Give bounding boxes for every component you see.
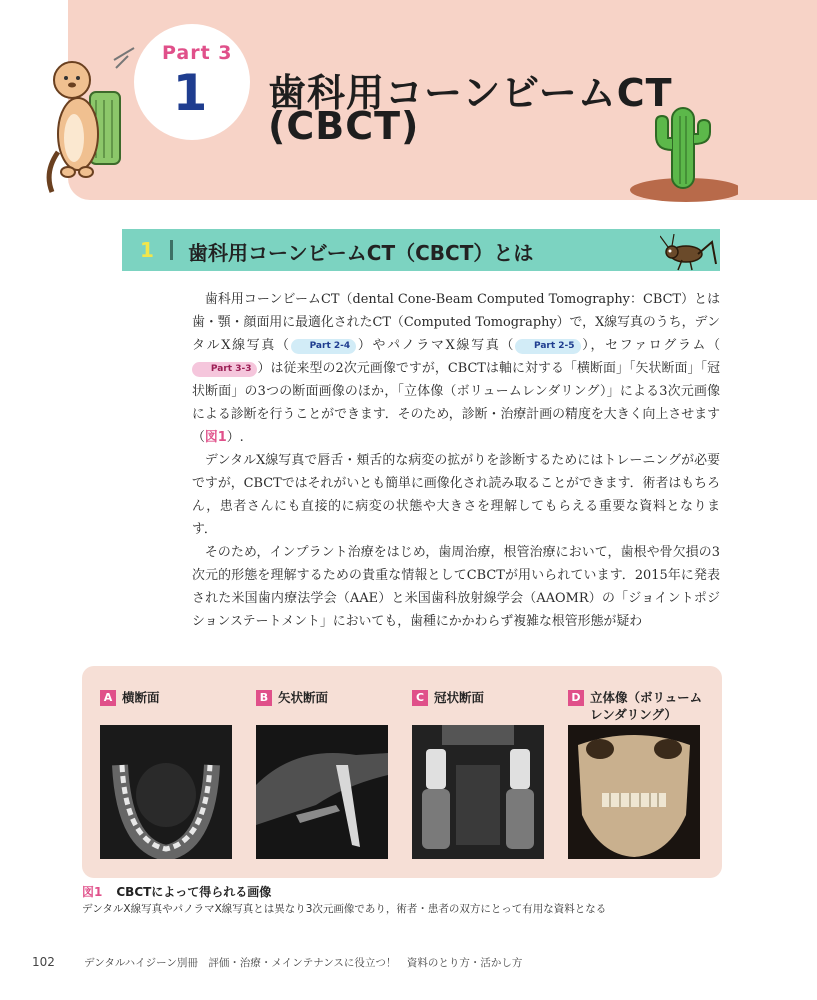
panel-letter: A (100, 690, 116, 706)
body-text (192, 288, 720, 633)
volume-rendering-image (568, 725, 700, 859)
body-text-run: ）は従来型の2次元画像ですが，CBCTは軸に対する「横断面」「矢状断面」「冠状断面」の3つの断面画像のほか，「立体像（ボリュームレンダリング）」による3次元画像による診断を行うことができます．そのため，診断・治療計画の精度を大きく向上させます（ (192, 361, 720, 445)
body-text-run: 歯科用コーンビームCT（dental Cone-Beam Computed Tomography：CBCT）とは歯・顎・顔面用に最適化されたCT（Computed Tomography）で，X線写真のうち，デンタルX線写真（ (192, 292, 721, 353)
body-paragraph-3: そのため，インプラント治療をはじめ，歯周治療，根管治療において，歯根や骨欠損の3次元的形態を理解するための貴重な情報としてCBCTが用いられています．2015年に発表された米国歯内療法学会（AAE）と米国歯科放射線学会（AAOMR）の「ジョイントポジションステートメント」においても，歯種にかかわらず複雑な根管形態が疑わ (192, 545, 720, 629)
panel-title: 冠状断面 (434, 690, 485, 705)
body-paragraph-1 (192, 288, 720, 449)
body-paragraph-2: デンタルX線写真で唇舌・頬舌的な病変の拡がりを診断するためにはトレーニングが必要ですが，CBCTではそれがいとも簡単に画像化され読み取ることができます．術者はもちろん，患者さんにも直接的に病変の状態や大きさを理解してもらえる重要な資料となります． (192, 453, 720, 537)
panel-letter: C (412, 690, 428, 706)
chapter-title-line-2: (CBCT) (268, 104, 420, 148)
panel-title: 矢状断面 (278, 690, 329, 705)
part-reference-badge[interactable]: Part 2-5 (515, 339, 580, 354)
part-number: 1 (172, 64, 208, 122)
part-reference-badge[interactable]: Part 2-4 (291, 339, 356, 354)
cricket-icon (660, 234, 718, 272)
figure-caption-text: デンタルX線写真やパノラマX線写真とは異なり3次元画像であり，術者・患者の双方にとって有用な資料となる (82, 903, 607, 915)
figure-caption-title (82, 883, 271, 900)
body-text-run: ）やパノラマX線写真（ (356, 338, 516, 353)
body-text-run: ）. (226, 430, 244, 445)
panel-title: 立体像（ボリューム (590, 690, 703, 705)
otter-mascot-icon (44, 42, 144, 202)
figure-caption-number: 図1 (82, 885, 103, 899)
running-title: デンタルハイジーン別冊 評価・治療・メインテナンスに役立つ！ 資料のとり方・活かし方 (84, 957, 523, 969)
chapter-title-line-1: 歯科用コーンビームCT (268, 71, 673, 115)
cactus-icon (616, 100, 738, 202)
part-reference-badge[interactable]: Part 3-3 (192, 362, 257, 377)
panel-letter: D (568, 690, 584, 706)
page-number: 102 (32, 955, 55, 969)
coronal-ct-image (412, 725, 544, 859)
figure-caption-heading: CBCTによって得られる画像 (116, 885, 272, 899)
axial-ct-image (100, 725, 232, 859)
part-label: Part 3 (162, 42, 233, 64)
body-text-run: ），セファログラム（ (580, 338, 720, 353)
section-separator (170, 240, 173, 260)
sagittal-ct-image (256, 725, 388, 859)
panel-letter: B (256, 690, 272, 706)
panel-title-continued: レンダリング） (590, 707, 677, 722)
figure-reference[interactable]: 図1 (204, 430, 227, 445)
section-title: 歯科用コーンビームCT（CBCT）とは (188, 241, 534, 265)
panel-title: 横断面 (122, 690, 160, 705)
section-number: 1 (140, 238, 154, 262)
